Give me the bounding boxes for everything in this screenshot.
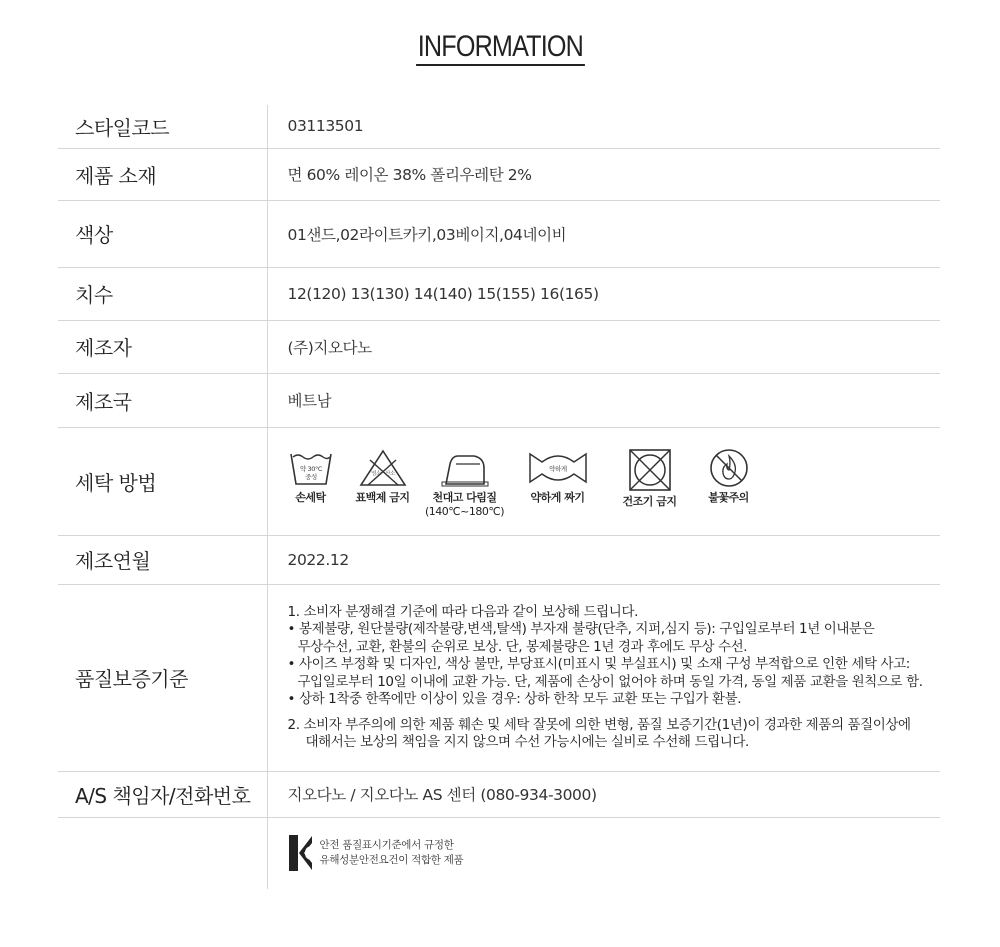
value-kc — [267, 817, 940, 889]
kc-mark — [288, 834, 940, 872]
label-date: 제조연월 — [58, 535, 267, 584]
care-gentle-wring — [512, 448, 604, 505]
value-country: 베트남 — [267, 373, 940, 427]
label-color: 색상 — [58, 200, 267, 267]
row-maker — [58, 320, 940, 373]
label-maker: 제조자 — [58, 320, 267, 373]
quality-bullet-3: • 상하 1착중 한쪽에만 이상이 있을 경우: 상하 한착 모두 교환 또는 구입가 환불. — [287, 691, 742, 707]
bleach-oxygen: 산소 — [384, 470, 395, 477]
care-no-bleach — [348, 448, 418, 505]
quality-bullet-1-line1: • 봉제불량, 원단불량(제작불량,변색,탈색) 부자재 불량(단추, 지퍼,심지 등): 구입일로부터 1년 이내분은 — [287, 621, 875, 637]
value-date: 2022.12 — [267, 535, 940, 584]
quality-bullet-1-line2: 무상수선, 교환, 환불의 순위로 보상. 단, 봉제불량은 1년 경과 후에도 무상 수선. — [297, 638, 748, 655]
care-icons — [288, 448, 940, 519]
value-material: 면 60% 레이온 38% 폴리우레탄 2% — [267, 148, 940, 200]
kc-logo-icon — [288, 834, 314, 872]
kc-line-1: 안전 품질표시기준에서 규정한 — [319, 839, 454, 852]
quality-item-1: 1. 소비자 분쟁해결 기준에 따라 다음과 같이 보상해 드립니다. — [287, 603, 638, 620]
quality-bullet-2-line1: • 사이즈 부정확 및 디자인, 색상 불만, 부당표시(미표시 및 부실표시) 및 소재 구성 부적합으로 인한 세탁 사고: — [287, 656, 910, 672]
quality-bullet-2-line2: 구입일로부터 10일 이내에 교환 가능. 단, 제품에 손상이 없어야 하며 동일 가격, 동일 제품 교환을 원칙으로 함. — [297, 673, 923, 690]
hand-wash-temp: 약 30°C — [299, 464, 322, 473]
kc-text — [320, 838, 464, 868]
quality-text — [288, 604, 940, 752]
kc-line-2: 유해성분안전요건이 적합한 제품 — [319, 854, 464, 867]
row-color — [58, 200, 940, 267]
label-size: 치수 — [58, 267, 267, 320]
quality-item-2-line2: 대해서는 보상의 책임을 지지 않으며 수선 가능시에는 실비로 수선해 드립니다. — [305, 734, 749, 750]
row-quality — [58, 584, 940, 771]
care-iron — [420, 448, 510, 519]
care-label: 약하게 짜기 — [530, 490, 585, 504]
value-maker: (주)지오다노 — [267, 320, 940, 373]
iron-cloth-icon — [440, 448, 490, 488]
hand-wash-neutral: 중성 — [304, 472, 317, 481]
title-wrap — [0, 0, 1000, 90]
value-size: 12(120) 13(130) 14(140) 15(155) 16(165) — [267, 267, 940, 320]
quality-item-2-line1: 2. 소비자 부주의에 의한 제품 훼손 및 세탁 잘못에 의한 변형, 품질 보증기간(1년)이 경과한 제품의 품질이상에 — [287, 716, 911, 733]
bleach-chlorine: 염소 — [370, 470, 381, 477]
info-table — [58, 105, 940, 889]
care-label: 표백제 금지 — [355, 490, 410, 504]
row-date — [58, 535, 940, 584]
label-kc-empty — [58, 817, 267, 889]
gentle-wring-icon — [528, 448, 588, 488]
care-label: 불꽃주의 — [708, 490, 749, 504]
hand-wash-icon — [289, 448, 333, 488]
label-country: 제조국 — [58, 373, 267, 427]
no-fire-icon — [707, 448, 751, 488]
value-as: 지오다노 / 지오다노 AS 센터 (080-934-3000) — [267, 771, 940, 817]
care-no-fire — [696, 448, 762, 505]
row-country — [58, 373, 940, 427]
value-style-code: 03113501 — [267, 105, 940, 148]
row-style-code — [58, 105, 940, 148]
value-color: 01샌드,02라이트카키,03베이지,04네이비 — [267, 200, 940, 267]
label-material: 제품 소재 — [58, 148, 267, 200]
label-as: A/S 책임자/전화번호 — [58, 771, 267, 817]
value-wash — [267, 427, 940, 535]
care-label: 천대고 다림질 — [432, 490, 497, 504]
page-title: INFORMATION — [416, 30, 585, 66]
care-no-dryer — [606, 448, 694, 509]
gentle-text: 약하게 — [548, 464, 567, 473]
label-quality: 품질보증기준 — [58, 584, 267, 771]
row-material — [58, 148, 940, 200]
care-hand-wash — [276, 448, 346, 505]
care-label: 손세탁 — [295, 490, 326, 504]
no-tumble-dry-icon — [628, 448, 672, 492]
row-wash — [58, 427, 940, 535]
row-size — [58, 267, 940, 320]
care-sublabel: (140℃~180℃) — [425, 504, 504, 518]
no-bleach-icon — [358, 448, 408, 488]
care-label: 건조기 금지 — [622, 494, 677, 508]
row-as — [58, 771, 940, 817]
label-style-code: 스타일코드 — [58, 105, 267, 148]
value-quality — [267, 584, 940, 771]
row-kc — [58, 817, 940, 889]
label-wash: 세탁 방법 — [58, 427, 267, 535]
